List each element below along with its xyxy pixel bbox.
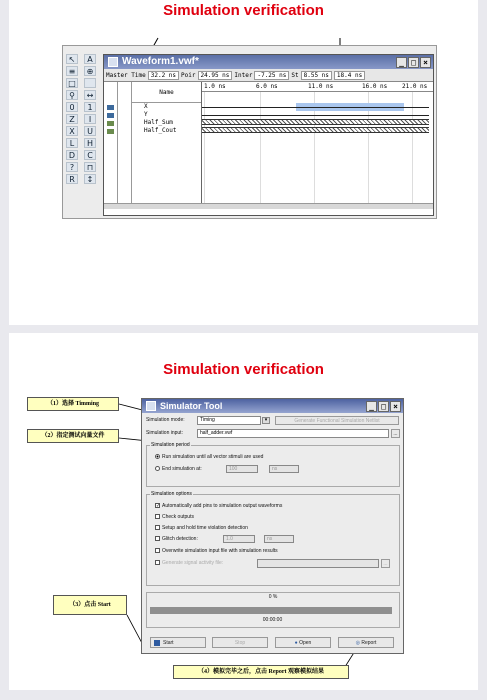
simulation-mode-label: Simulation mode: — [146, 417, 185, 423]
slide-title: Simulation verification — [163, 2, 324, 19]
end-at-field[interactable]: 100 — [226, 465, 258, 473]
checkbox-icon — [155, 514, 160, 519]
input-pin-icon — [104, 111, 117, 119]
progress-bar — [150, 607, 392, 614]
waveform-half-sum[interactable] — [202, 119, 429, 125]
interval-value: -7.25 ns — [254, 71, 289, 80]
start-icon — [154, 640, 160, 646]
open-icon: ● — [294, 640, 298, 646]
checkbox-icon — [155, 536, 160, 541]
simulator-titlebar — [142, 399, 403, 413]
interval-label: Inter — [234, 71, 253, 79]
signal-name[interactable]: X — [144, 103, 148, 110]
signal-name[interactable]: Y — [144, 111, 148, 118]
tick-label: 16.0 ns — [362, 83, 388, 90]
checkbox-icon — [155, 560, 160, 565]
minimize-icon[interactable]: _ — [396, 57, 407, 68]
window-title: Waveform1.vwf* — [122, 56, 199, 67]
input-pin-icon — [104, 103, 117, 111]
time-ruler — [202, 82, 433, 92]
simulation-input-field[interactable]: half_adder.vwf — [197, 429, 389, 438]
stop-button[interactable] — [212, 637, 268, 648]
run-all-option[interactable]: Run simulation until all vector stimuli are used — [155, 454, 263, 460]
callout-select-timing: （1）选择 Timming — [27, 397, 119, 411]
tick-label: 1.0 ns — [204, 83, 226, 90]
pointer-value: 24.95 ns — [198, 71, 233, 80]
tick-label: 21.0 ns — [402, 83, 428, 90]
overwrite-input-checkbox[interactable]: Overwrite simulation input file with simulation results — [155, 548, 278, 554]
forcing-low-icon[interactable]: 0 — [66, 102, 78, 112]
waveform-toolbar — [66, 54, 96, 186]
browse-button[interactable]: ... — [391, 429, 400, 438]
waveform-x[interactable] — [202, 107, 429, 108]
checkbox-icon — [155, 525, 160, 530]
waveform-y[interactable] — [202, 115, 429, 116]
setup-hold-checkbox[interactable]: Setup and hold time violation detection — [155, 525, 248, 531]
check-outputs-checkbox[interactable]: Check outputs — [155, 514, 194, 520]
value-column — [118, 82, 132, 209]
simulation-period-group — [146, 442, 400, 487]
maximize-icon[interactable]: □ — [408, 57, 419, 68]
waveform-window — [103, 54, 434, 216]
slide-title: Simulation verification — [163, 361, 324, 378]
radio-selected-icon — [155, 454, 160, 459]
chevron-down-icon[interactable]: ▾ — [262, 417, 270, 424]
elapsed-time: 00:00:00 — [262, 617, 283, 623]
close-icon[interactable]: × — [420, 57, 431, 68]
tick-label: 11.0 ns — [308, 83, 334, 90]
open-button[interactable] — [275, 637, 331, 648]
name-header: Name — [132, 82, 201, 103]
dont-care-icon[interactable]: D — [66, 150, 78, 160]
horizontal-scrollbar[interactable] — [104, 203, 433, 209]
weak-unknown-icon[interactable]: U — [84, 126, 96, 136]
group-title: Simulation period — [151, 442, 190, 448]
weak-high-icon[interactable]: H — [84, 138, 96, 148]
checkbox-icon — [155, 548, 160, 553]
find-icon[interactable]: ⚲ — [66, 90, 78, 100]
glitch-value-field[interactable]: 1.0 — [223, 535, 255, 543]
glitch-detection-checkbox[interactable]: Glitch detection: — [155, 536, 198, 542]
high-impedance-icon[interactable]: Z — [66, 114, 78, 124]
callout-specify-vector-file: （2）指定测试向量文件 — [27, 429, 119, 443]
master-time-label: Master Time — [106, 71, 146, 79]
zoom-tool-icon[interactable]: ⊕ — [84, 66, 96, 76]
signal-activity-checkbox[interactable]: Generate signal activity file: — [155, 560, 223, 566]
waveform-body — [104, 82, 433, 209]
count-value-icon[interactable]: C — [84, 150, 96, 160]
checkbox-checked-icon: ✓ — [156, 503, 161, 510]
slide-simulator — [9, 333, 478, 690]
group-title: Simulation options — [151, 491, 192, 497]
simulation-options-group — [146, 491, 400, 586]
weak-low-icon[interactable]: L — [66, 138, 78, 148]
end-at-option[interactable]: End simulation at: — [155, 466, 202, 472]
start-label: St — [291, 71, 299, 79]
output-pin-icon — [104, 127, 117, 135]
waveform-half-cout[interactable] — [202, 127, 429, 133]
window-title: Simulator Tool — [160, 401, 223, 411]
node-tool-icon[interactable]: ≡ — [66, 66, 78, 76]
pointer-tool-icon[interactable]: ↖ — [66, 54, 78, 64]
simulator-tool-window — [141, 398, 404, 654]
tick-label: 6.0 ns — [256, 83, 278, 90]
slide-waveform — [9, 0, 478, 325]
output-pin-icon — [104, 119, 117, 127]
arbitrary-value-icon[interactable]: ? — [66, 162, 78, 172]
forcing-high-icon[interactable]: 1 — [84, 102, 96, 112]
close-icon[interactable]: × — [390, 401, 401, 412]
replace-icon[interactable]: ↔ — [84, 90, 96, 100]
random-value-icon[interactable]: R — [66, 174, 78, 184]
start-value: 8.55 ns — [301, 71, 332, 80]
clock-icon[interactable]: ⊓ — [84, 162, 96, 172]
waveform-editor — [62, 45, 437, 219]
app-icon — [108, 57, 118, 67]
waveform-titlebar — [104, 55, 433, 69]
start-button[interactable] — [150, 637, 206, 648]
master-time-value[interactable]: 32.2 ns — [148, 71, 179, 80]
report-label: Report — [361, 640, 377, 646]
signal-name-column — [132, 82, 202, 209]
blank-tool-icon[interactable] — [84, 78, 96, 88]
signal-name[interactable]: Half_Sum — [144, 119, 173, 126]
auto-add-pins-checkbox[interactable]: ✓ Automatically add pins to simulation output waveforms — [156, 503, 283, 510]
maximize-icon[interactable]: □ — [378, 401, 389, 412]
signal-activity-browse-button[interactable]: ... — [381, 559, 390, 568]
report-button[interactable] — [338, 637, 394, 648]
start-label: Start — [163, 640, 174, 646]
progress-percent: 0 % — [268, 594, 278, 600]
glitch-unit-select[interactable]: ns — [264, 535, 294, 543]
simulation-mode-select[interactable]: Timing — [197, 416, 261, 425]
generate-netlist-button[interactable]: Generate Functional Simulation Netlist — [275, 416, 399, 425]
callout-click-report: （4）模拟完毕之后，点击 Report 观察模拟结果 — [173, 665, 349, 679]
text-tool-icon[interactable]: A — [84, 54, 96, 64]
end-value: 18.4 ns — [334, 71, 365, 80]
report-icon: ◎ — [355, 640, 360, 646]
simulation-input-label: Simulation input: — [146, 430, 183, 436]
pointer-label: Poir — [181, 71, 196, 79]
end-at-unit-select[interactable]: ns — [269, 465, 299, 473]
minimize-icon[interactable]: _ — [366, 401, 377, 412]
callout-click-start: （3）点击 Start — [53, 595, 127, 615]
app-icon — [146, 401, 156, 411]
undefined-icon[interactable]: X — [66, 126, 78, 136]
time-info-bar — [104, 69, 433, 82]
waveform-timeline[interactable] — [202, 82, 433, 209]
invert-icon[interactable]: I — [84, 114, 96, 124]
stop-label: Stop — [234, 640, 246, 646]
open-label: Open — [299, 640, 312, 646]
radio-icon — [155, 466, 160, 471]
pin-icon-column — [104, 82, 118, 209]
signal-name[interactable]: Half_Cout — [144, 127, 177, 134]
sort-icon[interactable]: ↕ — [84, 174, 96, 184]
fullscreen-icon[interactable]: □ — [66, 78, 78, 88]
signal-activity-file-field[interactable] — [257, 559, 379, 568]
